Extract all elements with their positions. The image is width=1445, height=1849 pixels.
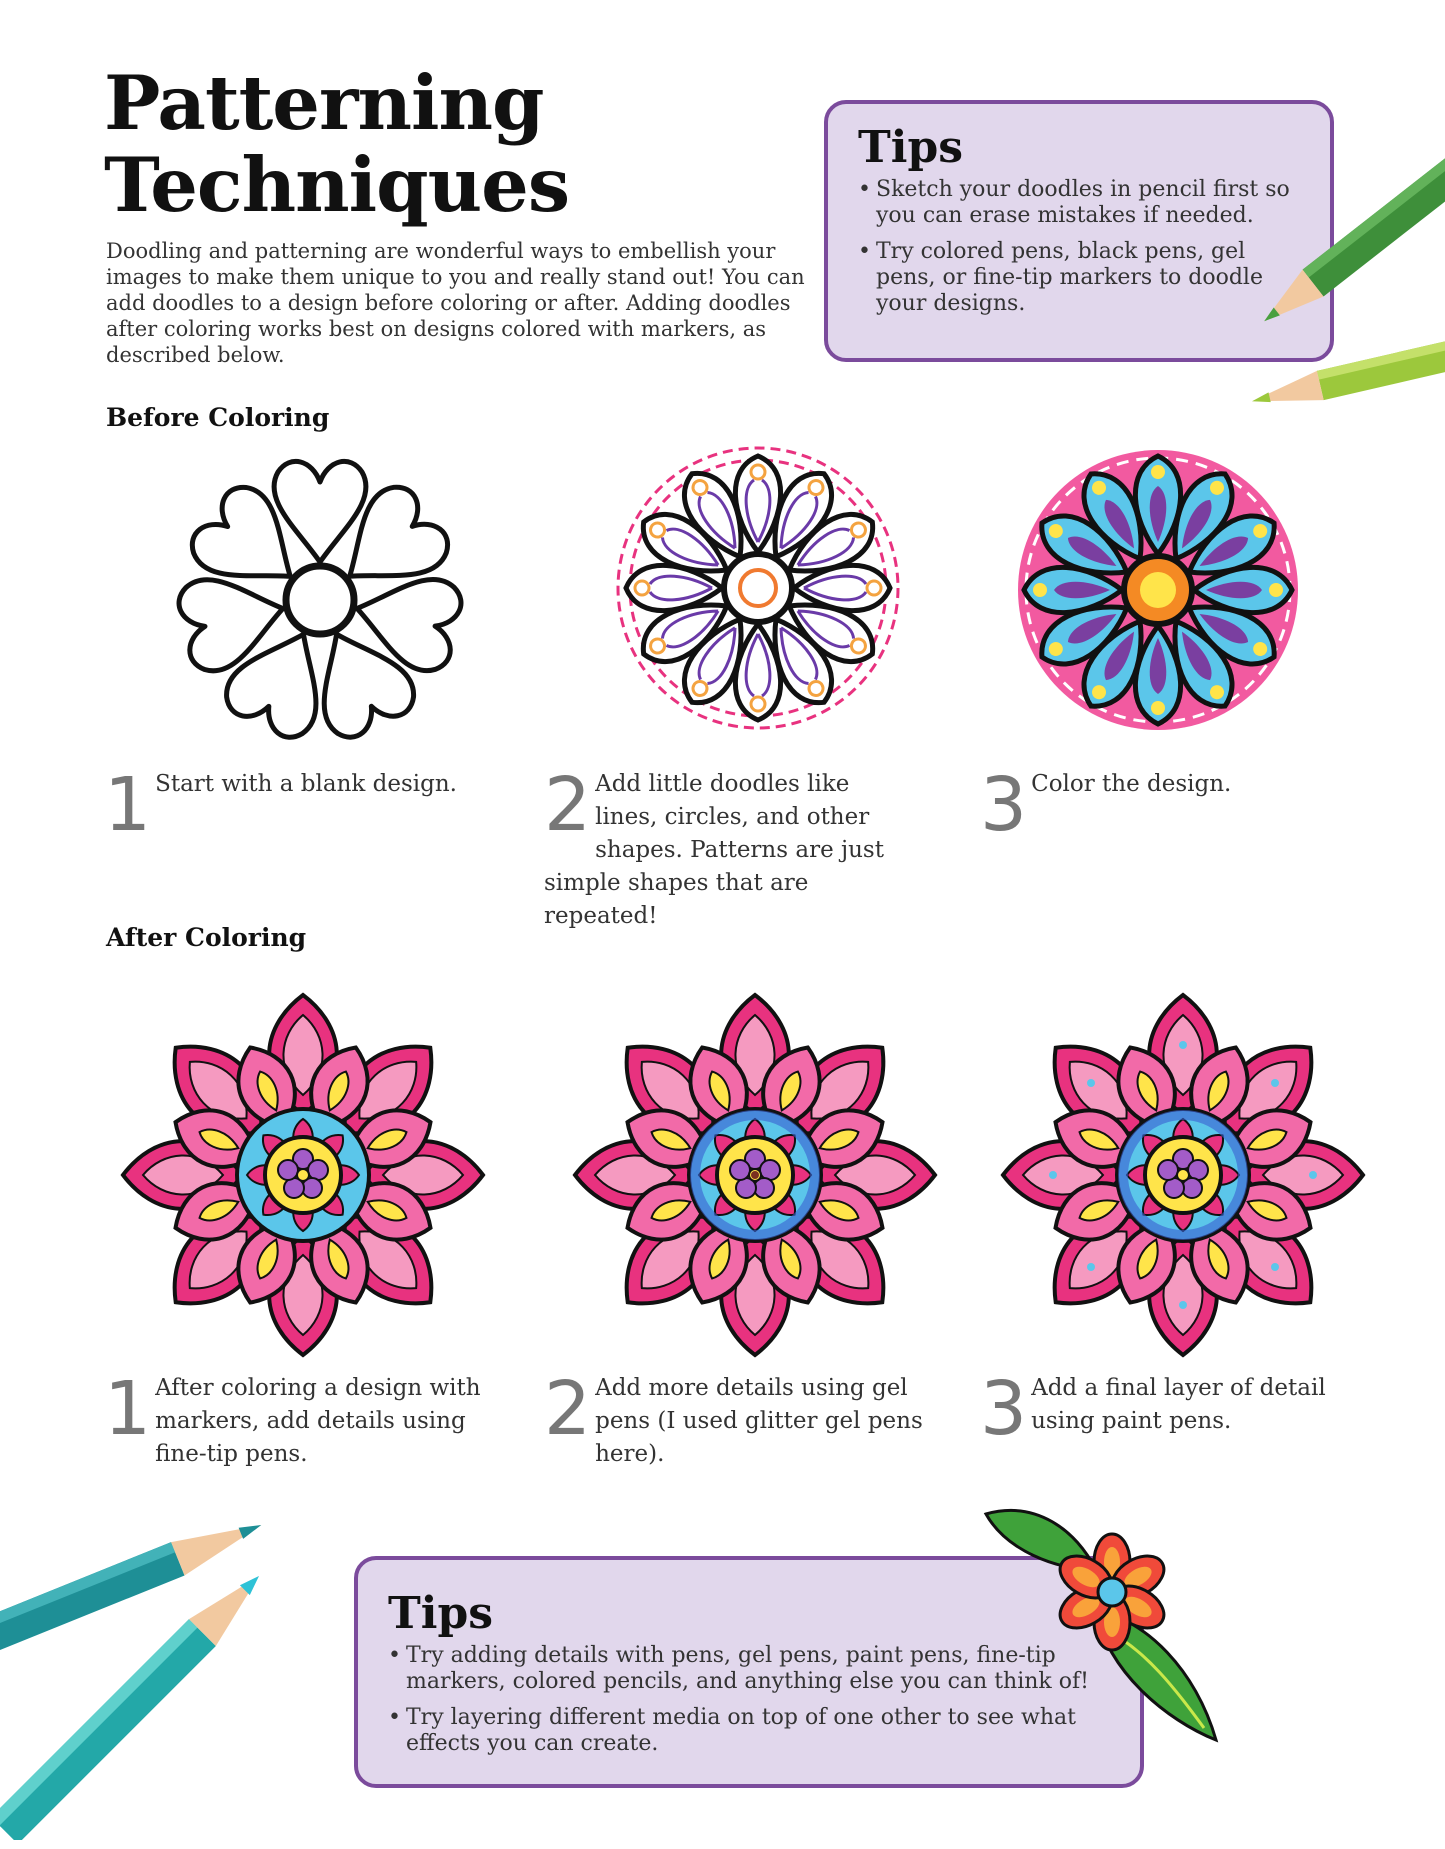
title-line-1: Patterning xyxy=(104,59,544,147)
tip-item: • Try colored pens, black pens, gel pens, or fine-tip markers to doodle your designs. xyxy=(858,239,1306,317)
flower-leaf-ornament-icon xyxy=(976,1500,1226,1750)
green-pencil-icon xyxy=(1262,150,1445,350)
step-number: 2 xyxy=(544,1366,592,1452)
mandala-fine-tip-image xyxy=(118,990,488,1360)
mandala-paint-pen-image xyxy=(998,990,1368,1360)
tip-item: • Try layering different media on top of one other to see what effects you can create. xyxy=(388,1705,1100,1757)
step-text: After coloring a design with markers, add details using fine-tip pens. xyxy=(155,1375,481,1467)
doodled-flower-image xyxy=(600,430,915,745)
after-step-3 xyxy=(980,1366,1380,1452)
page-title xyxy=(104,59,744,229)
after-step-2 xyxy=(544,1366,944,1471)
tips-title: Tips xyxy=(858,122,963,173)
tips-list xyxy=(858,177,1306,317)
step-number: 1 xyxy=(104,762,152,848)
colored-flower-image xyxy=(1000,432,1315,747)
step-number: 2 xyxy=(544,762,592,848)
step-number: 3 xyxy=(980,1366,1028,1452)
step-text: Add little doodles like lines, circles, and other shapes. Patterns are just simple shapes that are repeated! xyxy=(544,771,884,929)
mandala-gel-pen-image xyxy=(570,990,940,1360)
title-line-2: Techniques xyxy=(104,141,570,229)
tips-box-top xyxy=(824,100,1334,362)
before-step-1 xyxy=(104,762,464,848)
tip-item: • Try adding details with pens, gel pens, paint pens, fine-tip markers, colored pencils, and anything else you can think of! xyxy=(388,1643,1100,1695)
tip-item: • Sketch your doodles in pencil first so you can erase mistakes if needed. xyxy=(858,177,1306,229)
tips-title: Tips xyxy=(388,1588,493,1639)
before-step-3 xyxy=(980,762,1340,848)
turquoise-pencil-icon xyxy=(0,1510,320,1840)
step-text: Color the design. xyxy=(1031,771,1232,797)
step-text: Add a final layer of detail using paint pens. xyxy=(1031,1375,1326,1434)
step-text: Start with a blank design. xyxy=(155,771,457,797)
after-coloring-heading: After Coloring xyxy=(106,923,307,952)
step-number: 1 xyxy=(104,1366,152,1452)
before-step-2 xyxy=(544,762,904,933)
step-text: Add more details using gel pens (I used glitter gel pens here). xyxy=(595,1375,923,1467)
blank-flower-image xyxy=(160,440,480,760)
intro-paragraph: Doodling and patterning are wonderful ways to embellish your images to make them unique to you and really stand out! You can add doodles to a design before coloring or after. Adding doodles after coloring works best on designs colored with markers, as described below. xyxy=(106,239,805,367)
after-step-1 xyxy=(104,1366,524,1471)
before-coloring-heading: Before Coloring xyxy=(106,403,330,432)
lime-pencil-icon xyxy=(1240,332,1445,432)
step-number: 3 xyxy=(980,762,1028,848)
